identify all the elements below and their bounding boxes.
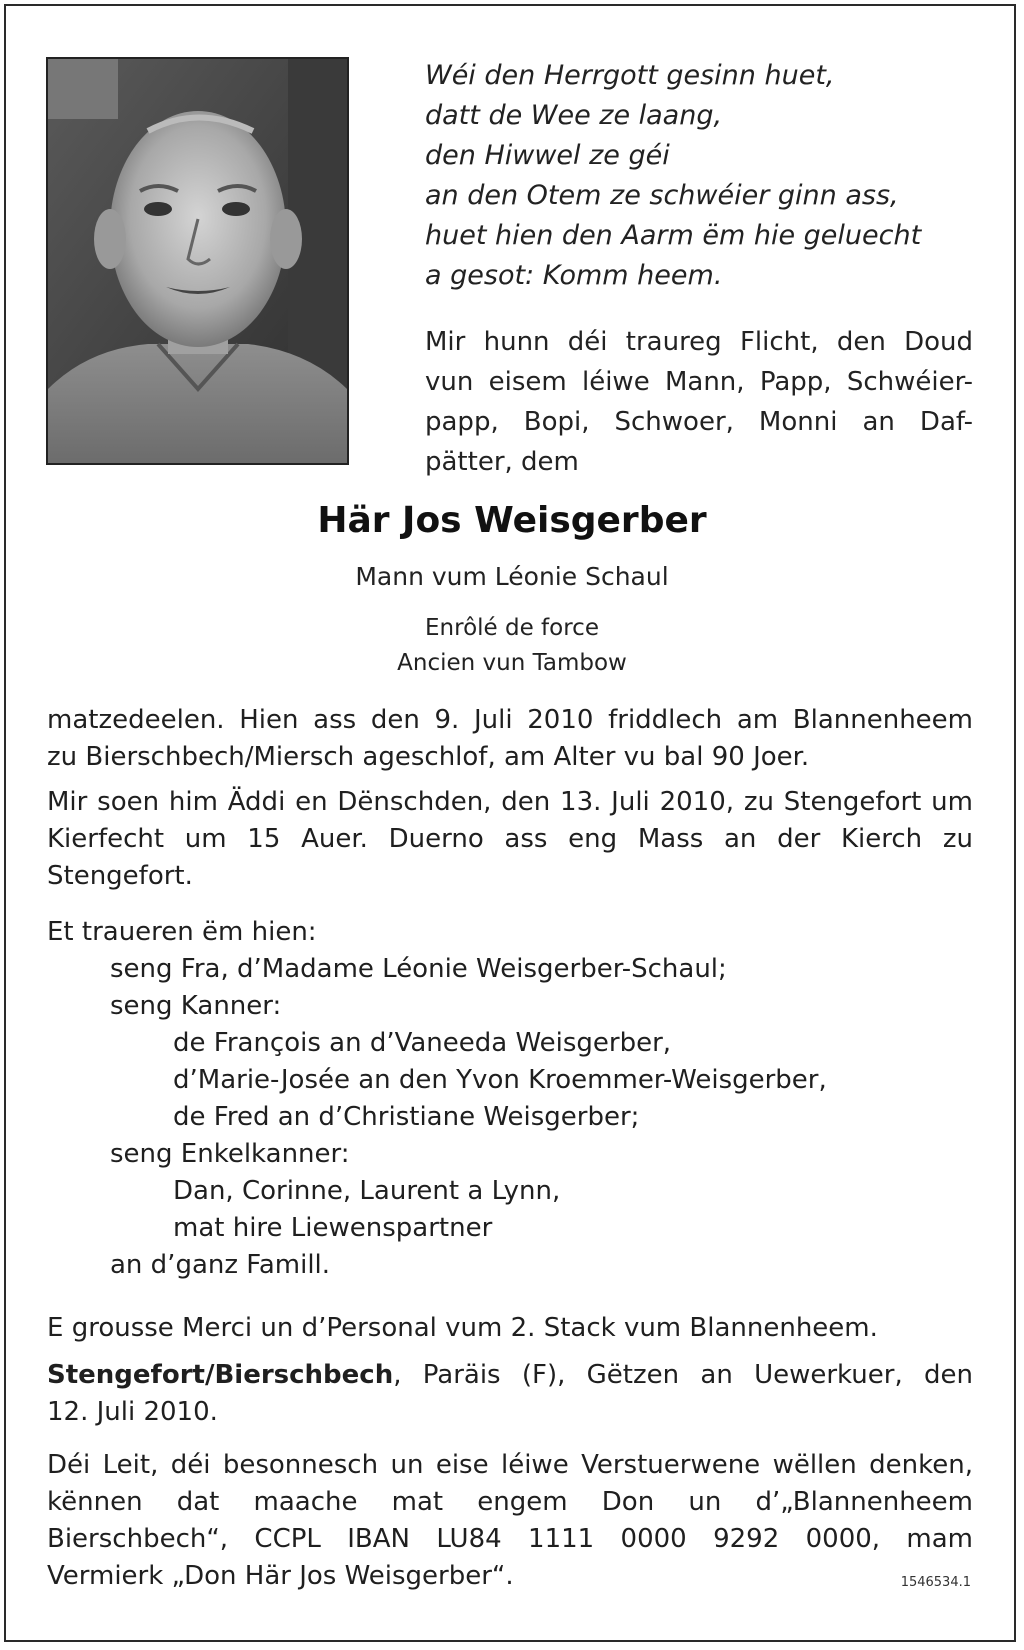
funeral-paragraph <box>47 784 973 895</box>
announcement-paragraph <box>47 702 973 776</box>
intro-line: papp, Bopi, Schwoer, Monni an Daf- <box>425 407 973 437</box>
mourner-wife: seng Fra, d’Madame Léonie Weisgerber-Schaul; <box>110 954 727 984</box>
donation-paragraph <box>47 1447 973 1595</box>
place-date-line <box>47 1357 973 1394</box>
text-line: matzedeelen. Hien ass den 9. Juli 2010 friddlech am Blannenheem <box>47 705 973 735</box>
poem-line: datt de Wee ze laang, <box>425 100 723 131</box>
family-entry: an d’ganz Famill. <box>110 1250 331 1280</box>
intro-line: Mir hunn déi traureg Flicht, den Doud <box>425 327 973 357</box>
poem-line: Wéi den Herrgott gesinn huet, <box>425 60 835 91</box>
text-line: Déi Leit, déi besonnesch un eise léiwe Verstuerwene wëllen denken, <box>47 1450 973 1480</box>
intro-line: vun eisem léiwe Mann, Papp, Schwéier- <box>425 367 973 397</box>
portrait-photo <box>46 57 349 465</box>
place-name: Stengefort/Bierschbech <box>47 1360 394 1390</box>
child-entry: de François an d’Vaneeda Weisgerber, <box>173 1028 672 1058</box>
deceased-spouse: Mann vum Léonie Schaul <box>355 562 669 591</box>
reference-number: 1546534.1 <box>900 1575 971 1590</box>
text-line: Vermierk „Don Här Jos Weisgerber“. <box>47 1561 514 1591</box>
mourners-list <box>47 914 973 1284</box>
deceased-title: Enrôlé de force <box>425 615 599 641</box>
text-line: Bierschbech“, CCPL IBAN LU84 1111 0000 9292 0000, mam <box>47 1524 973 1554</box>
grandchild-entry: mat hire Liewenspartner <box>173 1213 493 1243</box>
poem-line: a gesot: Komm heem. <box>425 260 723 291</box>
grandchild-entry: Dan, Corinne, Laurent a Lynn, <box>173 1176 561 1206</box>
place-rest: , Paräis (F), Gëtzen an Uewerkuer, den <box>393 1360 973 1390</box>
child-entry: d’Marie-Josée an den Yvon Kroemmer-Weisgerber, <box>173 1065 827 1095</box>
grandchildren-label: seng Enkelkanner: <box>110 1139 350 1169</box>
thanks-paragraph <box>47 1310 973 1347</box>
text-line: zu Bierschbech/Miersch ageschlof, am Alter vu bal 90 Joer. <box>47 742 810 772</box>
text-line: Mir soen him Äddi en Dënschden, den 13. Juli 2010, zu Stengefort um <box>47 787 973 817</box>
deceased-title: Ancien vun Tambow <box>397 650 627 676</box>
poem-line: den Hiwwel ze géi <box>425 140 670 171</box>
poem <box>425 56 985 296</box>
child-entry: de Fred an d’Christiane Weisgerber; <box>173 1102 640 1132</box>
intro-line: pätter, dem <box>425 447 579 477</box>
mourners-heading: Et traueren ëm hien: <box>47 917 317 947</box>
poem-line: an den Otem ze schwéier ginn ass, <box>425 180 899 211</box>
place-date-paragraph <box>47 1357 973 1431</box>
children-label: seng Kanner: <box>110 991 282 1021</box>
poem-line: huet hien den Aarm ëm hie geluecht <box>425 220 922 251</box>
text-line: kënnen dat maache mat engem Don un d’„Blannenheem <box>47 1487 973 1517</box>
date-line: 12. Juli 2010. <box>47 1397 218 1427</box>
deceased-name: Här Jos Weisgerber <box>317 500 707 541</box>
thanks-line: E grousse Merci un d’Personal vum 2. Stack vum Blannenheem. <box>47 1313 878 1343</box>
intro-text <box>425 322 973 482</box>
text-line: Stengefort. <box>47 861 193 891</box>
text-line: Kierfecht um 15 Auer. Duerno ass eng Mass an der Kierch zu <box>47 824 973 854</box>
